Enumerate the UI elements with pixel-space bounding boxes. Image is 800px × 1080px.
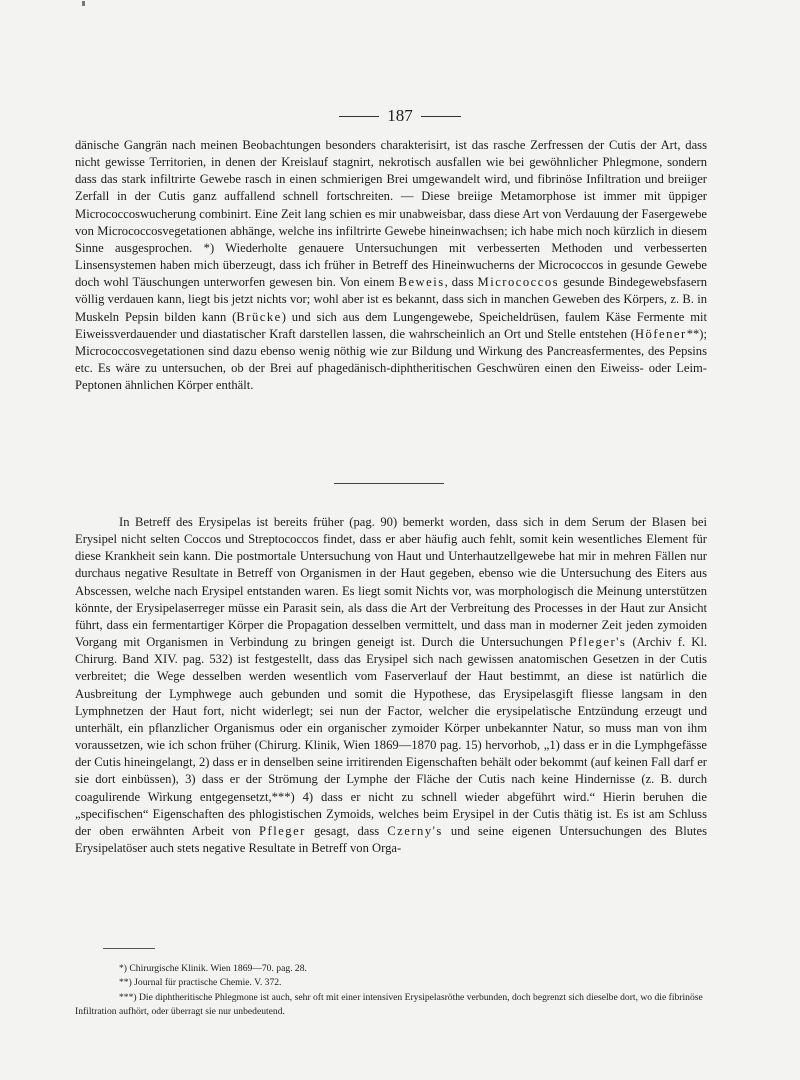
- header-rule-left: [339, 116, 379, 117]
- footnote-3: ***) Die diphtheritische Phlegmone ist auch, sehr oft mit einer intensiven Erysipelasröthe verbunden, doch begrenzt sich dieselbe dort, wo die fibrinöse Infiltration aufhört, oder überragt sie nur unbedeutend.: [75, 991, 703, 1017]
- spaced-name: Pfleger's: [569, 635, 627, 650]
- footnote-rule: [103, 948, 155, 949]
- ink-speck: [82, 1, 85, 6]
- text-run: (Archiv f. Kl. Chirurg. Band XIV. pag. 532) ist festgestellt, dass das Erysipel sich nach gewissen anatomischen Gesetzen in der Cutis verbreitet; die Wege desselben werden wesentlich vom Faserverlauf der Haut bestimmt, an diese ist natürlich die Ausbreitung der Lymphwege auch gebunden und somit die Hypothese, das Erysipelasgift fliesse langsam in den Lymphnetzen der Haut fort, nicht widerlegt; sei nun der Factor, welcher die erysipelatische Entzündung erzeugt und unterhält, ein pflanzlicher Organismus oder ein organischer zymoider Körper unbekannter Natur, so muss man von ihm voraussetzen, wie ich schon früher (Chirurg. Klinik, Wien 1869—1870 pag. 15) hervorhob, „1) dass er in die Lymphgefässe der Cutis hineingelangt, 2) dass er in denselben seine irritirenden Eigenschaften behält oder bekommt (auf keinen Fall darf er sie dort einbüssen), 3) dass er der Strömung der Lymphe der Fläche der Cutis nach keine Hindernisse (z. B. durch coagulirende Wirkung entgegensetzt,***) 4) dass er nicht zu schnell wieder abgeführt wird.“ Hierin beruhen die „specifischen“ Eigenschaften des phlogistischen Zymoids, welches beim Erysipel in der Cutis thätig ist. Es ist am Schluss der oben erwähnten Arbeit von: [75, 635, 707, 838]
- text-run: ) und sich aus dem Lungengewebe, Speicheldrüsen, faulem Käse Fermente mit Eiweissverdauender und diastatischer Kraft darstellen lassen, die wahrscheinlich an Ort und Stelle entstehen (: [75, 309, 708, 341]
- spaced-name: Micrococcos: [477, 275, 560, 290]
- text-run: **); Micrococcosvegetationen sind dazu ebenso wenig nöthig wie zur Bildung und Wirkung des Pancreasfermentes, des Pepsins etc. Es wäre zu untersuchen, ob der Brei auf phagedänisch-diphtheritischen Geschwüren einen den Eiweiss- oder Leim-Peptonen ähnlichen Körper enthält.: [75, 326, 707, 393]
- page-header: [0, 106, 800, 126]
- footnote-1: *) Chirurgische Klinik. Wien 1869—70. pag. 28.: [119, 963, 307, 974]
- section-separator: [334, 483, 444, 484]
- page-number: 187: [387, 106, 413, 125]
- footnotes: [75, 962, 707, 1019]
- text-run: gesagt, dass: [305, 823, 388, 838]
- text-run: gesunde Bindegewebsfasern völlig verdauen kann, liegt bis jetzt nichts vor; wohl aber ist es bekannt, dass sich in manchen Geweben des Körpers, z. B. in Muskeln Pepsin bilden kann (: [75, 275, 707, 324]
- spaced-name: Beweis: [398, 275, 445, 290]
- spaced-name: Brücke: [236, 309, 282, 324]
- spaced-name: Czerny's: [387, 823, 443, 838]
- paragraph-1: [75, 137, 707, 394]
- spaced-name: Pfleger: [259, 823, 306, 838]
- paragraph-2: [75, 514, 707, 857]
- spaced-name: Höfener: [634, 326, 687, 341]
- header-rule-right: [421, 116, 461, 117]
- text-run: und seine eigenen Untersuchungen des Blutes Erysipelatöser auch stets negative Resultate in Betreff von Orga-: [75, 823, 707, 855]
- text-run: , dass: [444, 275, 478, 290]
- footnote-2: **) Journal für practische Chemie. V. 372.: [119, 977, 282, 989]
- text-run: In Betreff des Erysipelas ist bereits früher (pag. 90) bemerkt worden, dass sich in dem Serum der Blasen bei Erysipel nicht selten Coccos und Streptococcos findet, dass er aber häufig auch fehlt, somit kein wesentliches Element für diese Krankheit sein kann. Die postmortale Untersuchung von Haut und Unterhautzellgewebe hat mir in mehren Fällen nur durchaus negative Resultate in Betreff von Organismen in der Haut gegeben, ebenso wie die Untersuchung des Eiters aus Abscessen, welche nach Erysipel entstanden waren. Es liegt somit Nichts vor, was morphologisch die Meinung unterstützen könnte, der Erysipelaserreger müsse ein Parasit sein, als dass die Art der Verbreitung des Processes in der Haut zur Ansicht führt, dass ein fermentartiger Körper die Propagation desselben vermittelt, und dass man in moderner Zeit jeden zymoiden Vorgang mit Organismen in Verbindung zu bringen geneigt ist. Durch die Untersuchungen: [75, 515, 707, 650]
- text-run: dänische Gangrän nach meinen Beobachtungen besonders charakterisirt, ist das rasche Zerfressen der Cutis der Art, dass nicht gewisse Territorien, in denen der Kreislauf stagnirt, nekrotisch ausfallen wie bei gewöhnlicher Phlegmone, sondern dass das stark infiltrirte Gewebe rasch in einen schmierigen Brei umgewandelt wird, und fibrinöse Infiltration und breiiger Zerfall in der Cutis ganz auffallend schnell fortschreiten. — Diese breiige Metamorphose ist immer mit üppiger Micrococcoswucherung combinirt. Eine Zeit lang schien es mir unabweisbar, dass diese Art von Verdauung der Fasergewebe von Micrococcosvegetationen abhänge, welche ins infiltrirte Gewebe hineinwachsen; ich habe mich noch kürzlich in diesem Sinne ausgesprochen. *) Wiederholte genauere Untersuchungen mit verbesserten Methoden und verbesserten Linsensystemen haben mich überzeugt, dass ich früher in Betreff des Hineinwucherns der Micrococcos in gesunde Gewebe doch wohl Täuschungen unterworfen gewesen bin. Von einem: [75, 138, 707, 290]
